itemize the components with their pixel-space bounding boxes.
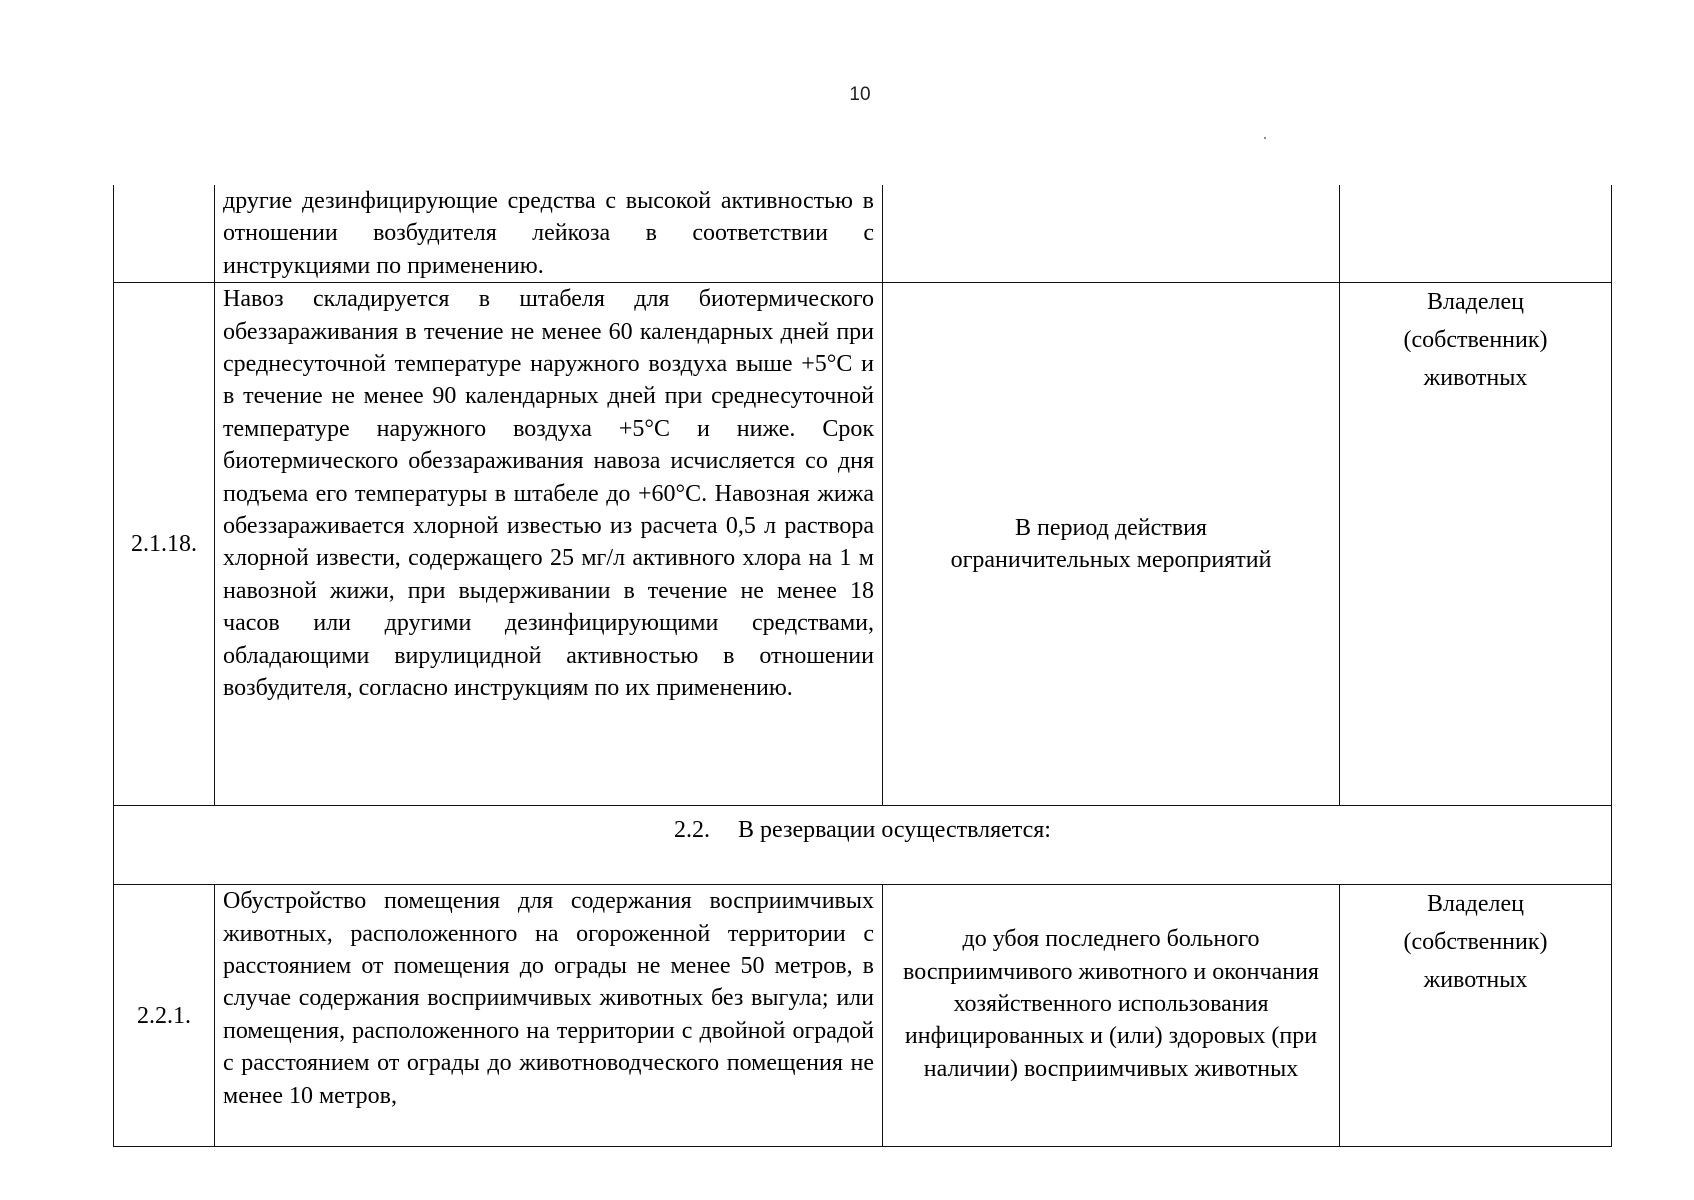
section-number: 2.2. (674, 817, 711, 844)
row-description: Обустройство помещения для содержания восприимчивых животных, расположенного на огороженной территории с расстоянием от помещения до ограды не менее 50 метров, в случае содержания восприимчивых животных без выгула; или помещения, расположенного на территории с двойной оградой с расстоянием от ограды до животноводческого помещения не менее 10 метров, (215, 885, 883, 1147)
table-row (114, 185, 1612, 283)
measures-table (113, 185, 1612, 1147)
row-responsible: Владелец (собственник) животных (1340, 885, 1612, 1147)
row-description: Навоз складируется в штабеля для биотермического обеззараживания в течение не менее 60 календарных дней при среднесуточной температуре наружного воздуха выше +5°С и в течение не менее 90 календарных дней при среднесуточной температуре наружного воздуха +5°С и ниже. Срок биотермического обеззараживания навоза исчисляется со дня подъема его температуры в штабеле до +60°С. Навозная жижа обеззараживается хлорной известью из расчета 0,5 л раствора хлорной извести, содержащего 25 мг/л активного хлора на 1 м навозной жижи, при выдерживании в течение не менее 18 часов или другими дезинфицирующими средствами, обладающими вирулицидной активностью в отношении возбудителя, согласно инструкциям по их применению. (215, 283, 883, 806)
row-period: до убоя последнего больного восприимчивого животного и окончания хозяйственного использования инфицированных и (или) здоровых (при наличии) восприимчивых животных (883, 885, 1340, 1147)
row-number (114, 185, 215, 283)
period-text: В период действия ограничительных мероприятий (950, 514, 1272, 574)
row-number: 2.2.1. (114, 885, 215, 1147)
row-description: другие дезинфицирующие средства с высокой активностью в отношении возбудителя лейкоза в соответствии с инструкциями по применению. (215, 185, 883, 283)
section-title: В резервации осуществляется: (738, 817, 1051, 844)
row-period (883, 185, 1340, 283)
row-responsible (1340, 185, 1612, 283)
scan-speck (1264, 137, 1266, 139)
page-number: 10 (849, 84, 871, 105)
row-responsible: Владелец (собственник) животных (1340, 283, 1612, 806)
section-heading (114, 806, 1612, 885)
section-row (114, 806, 1612, 885)
table-row (114, 885, 1612, 1147)
row-number: 2.1.18. (114, 283, 215, 806)
table-row (114, 283, 1612, 806)
row-period (883, 283, 1340, 806)
